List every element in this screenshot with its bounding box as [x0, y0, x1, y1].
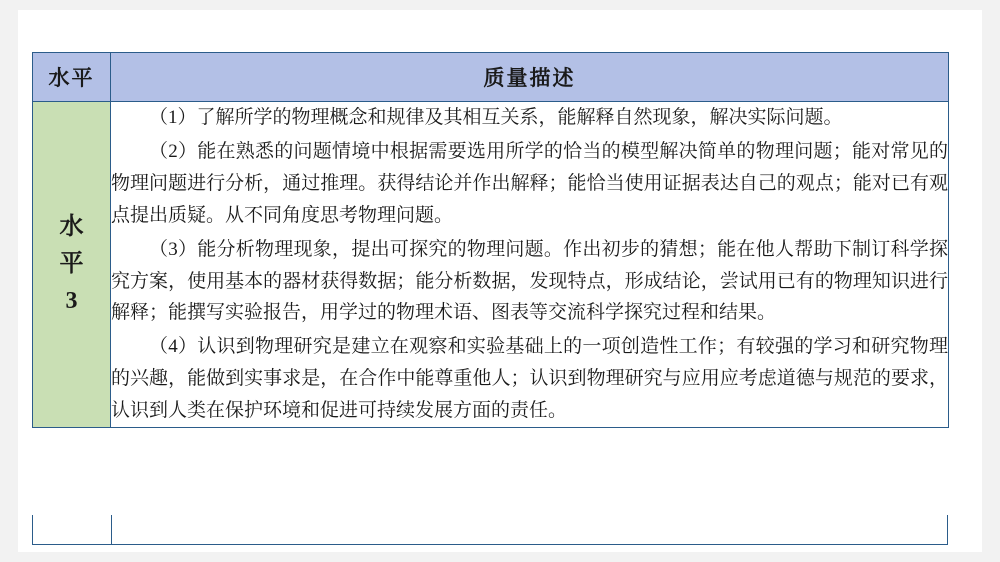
- slide-canvas: [18, 10, 982, 552]
- table-header-row: [33, 53, 949, 102]
- description-paragraph-2: （2）能在熟悉的问题情境中根据需要选用所学的恰当的模型解决简单的物理问题；能对常见的物理问题进行分析，通过推理。获得结论并作出解释；能恰当使用证据表达自己的观点；能对已有观点提出质疑。从不同角度思考物理问题。: [111, 140, 948, 226]
- level-label-stack: [33, 209, 110, 321]
- description-paragraph-4: （4）认识到物理研究是建立在观察和实验基础上的一项创造性工作；有较强的学习和研究物理的兴趣，能做到实事求是，在合作中能尊重他人；认识到物理研究与应用应考虑道德与规范的要求，认识到人类在保护环境和促进可持续发展方面的责任。: [111, 336, 948, 422]
- level-char-3: 3: [65, 288, 78, 315]
- table-row: [33, 102, 949, 428]
- description-cell-3: [111, 102, 949, 428]
- column-divider: [111, 515, 112, 544]
- level-cell-3: [33, 102, 111, 428]
- level-char-1: 水: [59, 213, 84, 240]
- table-next-row-partial: [32, 515, 948, 545]
- description-paragraph-1: （1）了解所学的物理概念和规律及其相互关系，能解释自然现象，解决实际问题。: [149, 107, 843, 128]
- header-description: 质量描述: [111, 53, 949, 102]
- header-level: 水平: [33, 53, 111, 102]
- quality-description-table: [32, 52, 948, 428]
- description-paragraph-3: （3）能分析物理现象，提出可探究的物理问题。作出初步的猜想；能在他人帮助下制订科学探究方案，使用基本的器材获得数据；能分析数据，发现特点，形成结论，尝试用已有的物理知识进行解释；能撰写实验报告，用学过的物理术语、图表等交流科学探究过程和结果。: [111, 238, 948, 324]
- level-char-2: 平: [59, 250, 84, 277]
